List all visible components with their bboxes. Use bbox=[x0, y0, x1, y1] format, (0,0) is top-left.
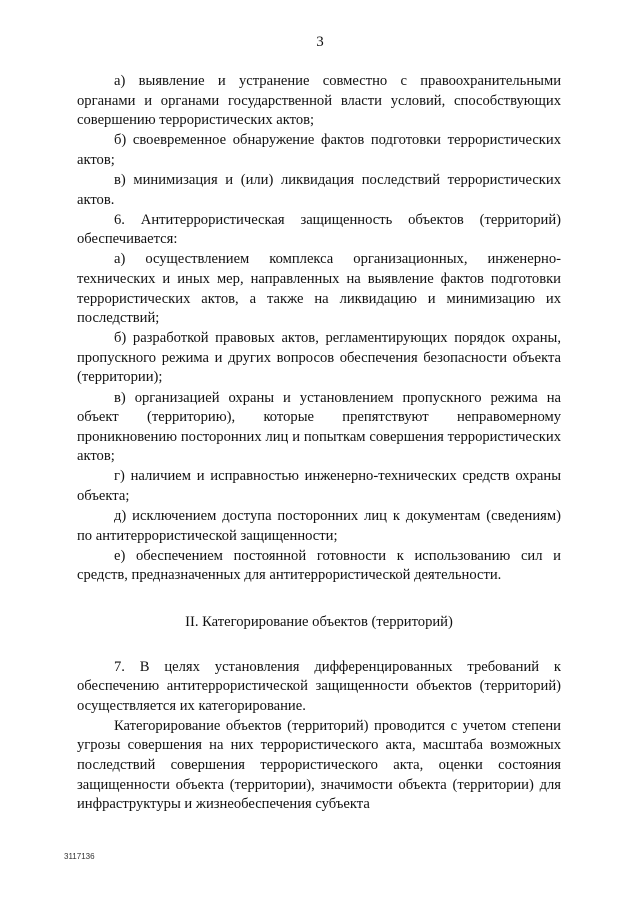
paragraph: а) выявление и устранение совместно с правоохранительными органами и органами государственной власти условий, способствующих совершению террористических актов; bbox=[77, 73, 561, 129]
paragraph: б) своевременное обнаружение фактов подготовки террористических актов; bbox=[77, 132, 561, 168]
paragraph: в) организацией охраны и установлением пропускного режима на объект (территорию), которые препятствуют неправомерному проникновению посторонних лиц и попыткам совершения террористических актов; bbox=[77, 389, 561, 465]
paragraph: в) минимизация и (или) ликвидация последствий террористических актов. bbox=[77, 171, 561, 208]
paragraph: 7. В целях установления дифференцированных требований к обеспечению антитеррористической защищенности объектов (территорий) осуществляется их категорирование. bbox=[77, 658, 561, 714]
paragraph: б) разработкой правовых актов, регламентирующих порядок охраны, пропускного режима и других вопросов обеспечения безопасности объекта (территории); bbox=[77, 330, 561, 386]
paragraph: а) осуществлением комплекса организационных, инженерно-технических и иных мер, направленных на выявление фактов подготовки террористических актов, а также на ликвидацию и минимизацию их последствий; bbox=[77, 251, 561, 327]
document-code: 3117136 bbox=[64, 852, 95, 861]
paragraph: е) обеспечением постоянной готовности к использованию сил и средств, предназначенных для антитеррористической деятельности. bbox=[77, 547, 561, 584]
paragraph: д) исключением доступа посторонних лиц к документам (сведениям) по антитеррористической защищенности; bbox=[77, 508, 561, 544]
paragraph: Категорирование объектов (территорий) проводится с учетом степени угрозы совершения на них террористического акта, масштаба возможных последствий совершения террористического акта, оценки состояния защищенности объекта (территории), значимости объекта (территории) для инфраструктуры и жизнеобеспечения субъекта bbox=[77, 717, 561, 813]
paragraph: 6. Антитеррористическая защищенность объектов (территорий) обеспечивается: bbox=[77, 211, 561, 248]
section-heading: II. Категорирование объектов (территорий) bbox=[185, 613, 453, 630]
page-number: 3 bbox=[316, 34, 324, 50]
paragraph: г) наличием и исправностью инженерно-технических средств охраны объекта; bbox=[77, 468, 561, 504]
document-body bbox=[77, 72, 561, 815]
